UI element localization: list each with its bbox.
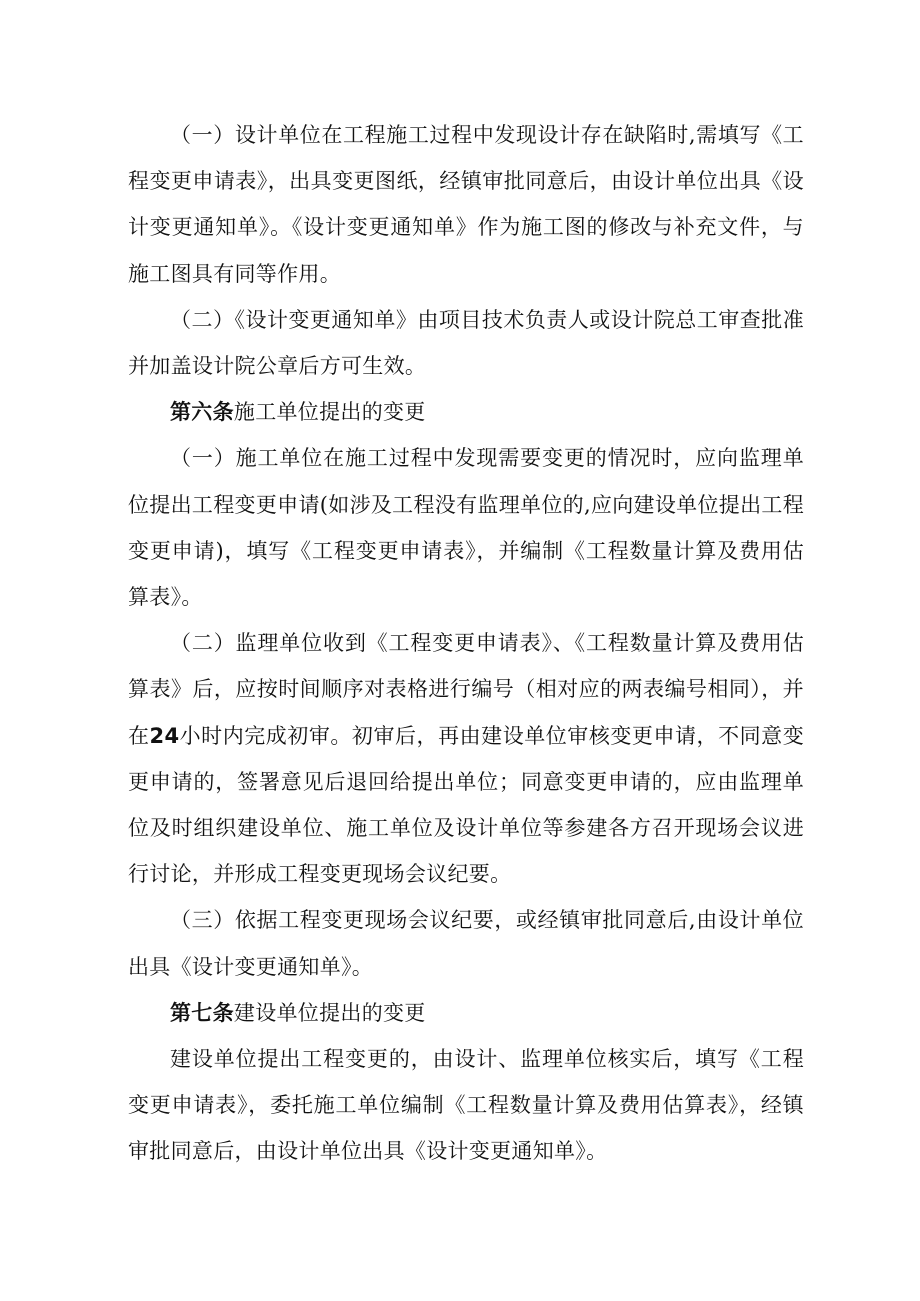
article6-item2 [128, 620, 804, 897]
document-page [128, 112, 804, 1175]
article6-label: 第六条 [170, 400, 234, 425]
article6-item2-part-a: （二）监理单位收到《工程变更申请表》、《工程数量计算及费用估算表》后，应按时间顺序对表格进行编号（相对应的两表编号相同），并在 [128, 631, 804, 748]
article6-item1: （一）施工单位在施工过程中发现需要变更的情况时，应向监理单位提出工程变更申请(如涉及工程没有监理单位的,应向建设单位提出工程变更申请)，填写《工程变更申请表》，并编制《工程数量计算及费用估算表》。 [128, 446, 804, 610]
article6-heading [128, 389, 804, 435]
article5-item1: （一）设计单位在工程施工过程中发现设计存在缺陷时,需填写《工程变更申请表》，出具变更图纸，经镇审批同意后，由设计单位出具《设计变更通知单》。《设计变更通知单》作为施工图的修改与补充文件，与施工图具有同等作用。 [128, 123, 804, 286]
article7-heading [128, 990, 804, 1036]
article7-body: 建设单位提出工程变更的，由设计、监理单位核实后，填写《工程变更申请表》，委托施工单位编制《工程数量计算及费用估算表》，经镇审批同意后，由设计单位出具《设计变更通知单》。 [128, 1047, 804, 1164]
article6-item2-hours: 24 [149, 723, 180, 748]
article7-label: 第七条 [170, 1000, 234, 1025]
article6-item2-part-b: 小时内完成初审。初审后，再由建设单位审核变更申请，不同意变更申请的，签署意见后退回给提出单位；同意变更申请的，应由监理单位及时组织建设单位、施工单位及设计单位等参建各方召开现场会议进行讨论，并形成工程变更现场会议纪要。 [128, 723, 804, 887]
article6-title: 施工单位提出的变更 [233, 400, 426, 425]
article6-item3: （三）依据工程变更现场会议纪要，或经镇审批同意后,由设计单位出具《设计变更通知单》。 [128, 908, 804, 979]
article5-item2: （二）《设计变更通知单》由项目技术负责人或设计院总工审查批准并加盖设计院公章后方可生效。 [128, 307, 804, 379]
article7-title: 建设单位提出的变更 [233, 1000, 426, 1025]
